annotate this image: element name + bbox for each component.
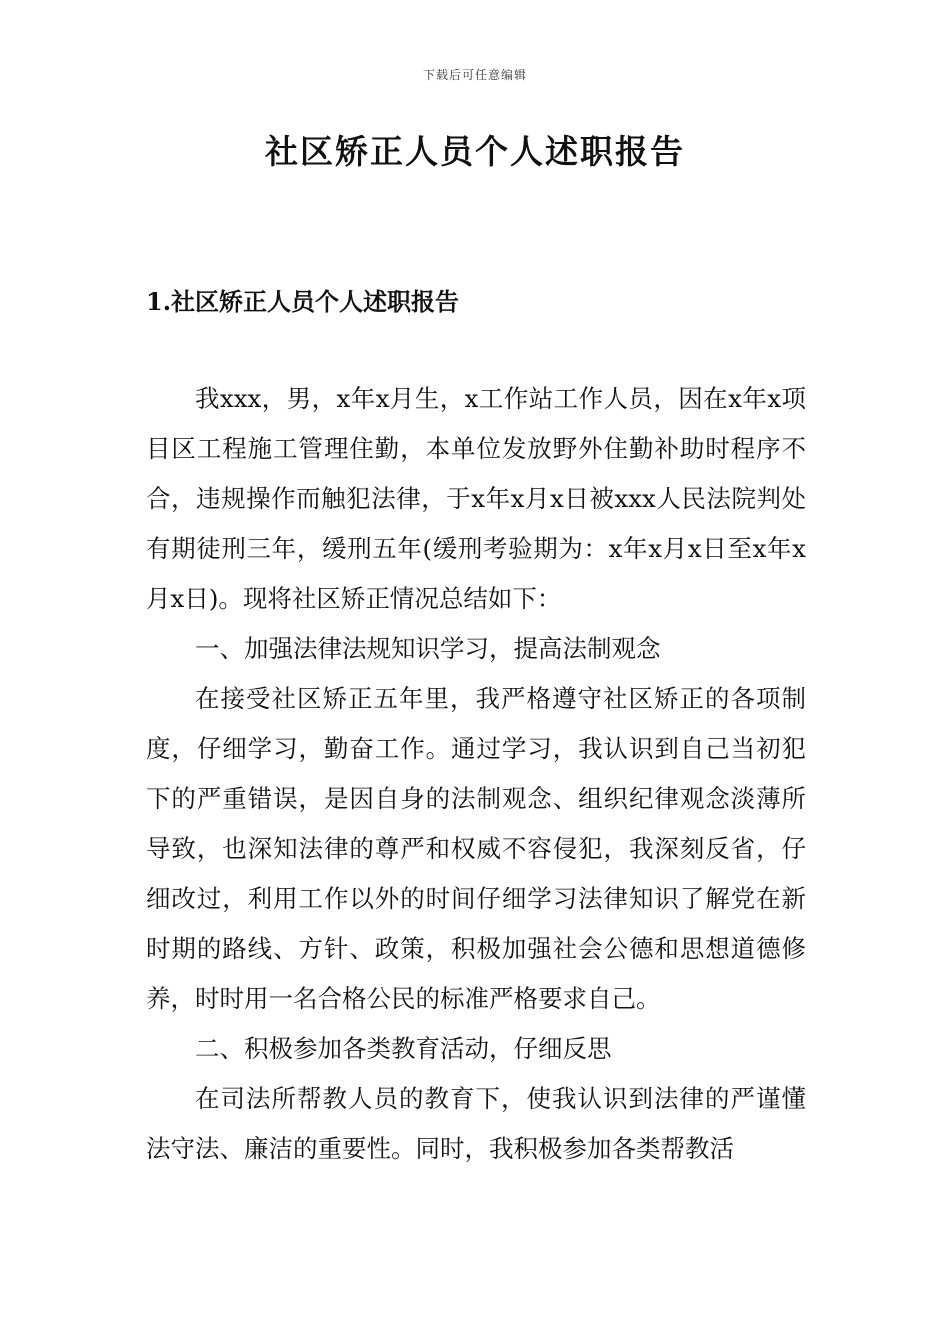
- paragraph-study: 在接受社区矫正五年里，我严格遵守社区矫正的各项制度，仔细学习，勤奋工作。通过学习，我认识到自己当初犯下的严重错误，是因自身的法制观念、组织纪律观念淡薄所导致，也深知法律的尊严和权威不容侵犯，我深刻反省，仔细改过，利用工作以外的时间仔细学习法律知识了解党在新时期的路线、方针、政策，积极加强社会公德和思想道德修养，时时用一名合格公民的标准严格要求自己。: [146, 684, 806, 1013]
- paragraph-intro: 我xxx，男，x年x月生，x工作站工作人员，因在x年x项目区工程施工管理住勤，本单位发放野外住勤补助时程序不合，违规操作而触犯法律，于x年x月x日被xxx人民法院判处有期徒刑三年，缓刑五年(缓刑考验期为：x年x月x日至x年x月x日)。现将社区矫正情况总结如下：: [146, 384, 806, 613]
- paragraph-heading-2: 二、积极参加各类教育活动，仔细反思: [195, 1034, 612, 1063]
- paragraph-education: 在司法所帮教人员的教育下，使我认识到法律的严谨懂法守法、廉洁的重要性。同时，我积极参加各类帮教活: [146, 1084, 806, 1163]
- header-note: 下载后可任意编辑: [422, 68, 527, 82]
- paragraph-heading-1: 一、加强法律法规知识学习，提高法制观念: [195, 634, 661, 663]
- document-body: [146, 374, 806, 1174]
- section-heading: 1.社区矫正人员个人述职报告: [146, 287, 460, 316]
- document-title: 社区矫正人员个人述职报告: [265, 132, 685, 171]
